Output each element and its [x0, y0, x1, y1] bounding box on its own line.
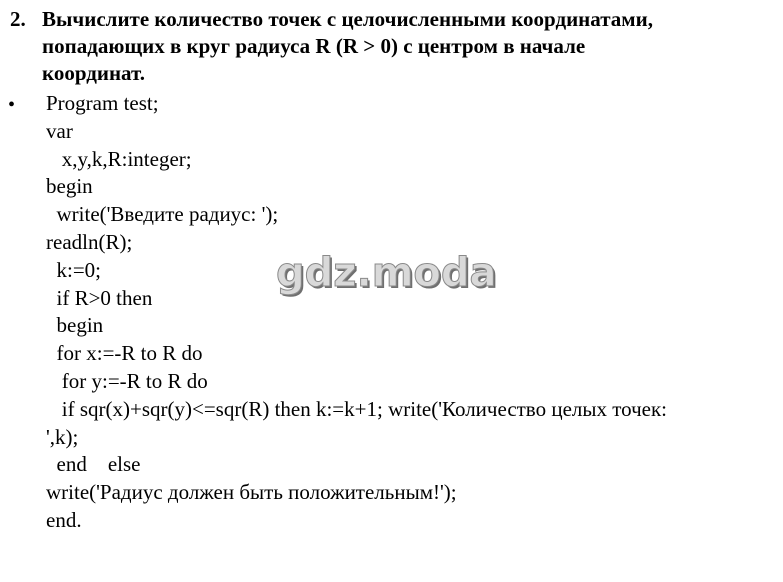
code-listing: [46, 90, 776, 535]
task-statement: [10, 6, 770, 87]
task-row-2: [10, 33, 770, 60]
task-line-3: координат.: [42, 61, 145, 85]
task-line-1: Вычислите количество точек с целочисленными координатами,: [42, 7, 653, 31]
code-line: if R>0 then: [46, 285, 153, 310]
code-line: x,y,k,R:integer;: [46, 146, 192, 171]
code-line: if sqr(x)+sqr(y)<=sqr(R) then k:=k+1; write('Количество целых точек:: [46, 396, 668, 421]
code-line: begin: [46, 174, 93, 199]
code-line: k:=0;: [46, 257, 102, 282]
task-row-3: [10, 60, 770, 87]
bullet-icon: •: [8, 94, 16, 116]
code-line: ',k);: [46, 424, 79, 449]
task-number: 2.: [10, 7, 26, 31]
code-line: end else: [46, 452, 141, 477]
task-line-2: попадающих в круг радиуса R (R > 0) с центром в начале: [42, 34, 586, 58]
code-line: for y:=-R to R do: [46, 368, 208, 393]
watermark-logo: gdz.moda: [276, 250, 497, 296]
code-line: write('Радиус должен быть положительным!');: [46, 480, 457, 505]
code-line: var: [46, 118, 73, 143]
task-number-spacer: [10, 60, 42, 87]
task-row-1: [10, 6, 770, 33]
code-line: Program test;: [46, 91, 159, 115]
code-line: begin: [46, 313, 104, 338]
code-line: end.: [46, 507, 82, 532]
code-line: readln(R);: [46, 229, 133, 254]
task-number-spacer: [10, 33, 42, 60]
code-line: write('Введите радиус: ');: [46, 202, 279, 227]
code-line: for x:=-R to R do: [46, 341, 203, 366]
